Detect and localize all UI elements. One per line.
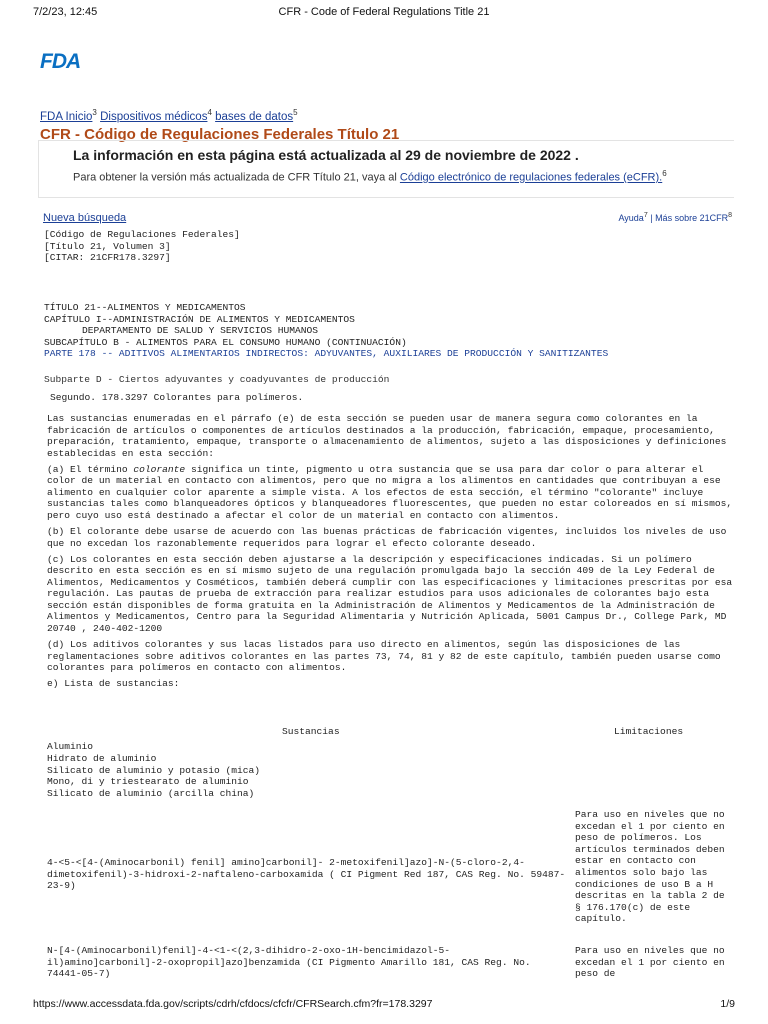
paragraph-a <box>47 464 737 522</box>
help-links <box>618 212 732 223</box>
help-link[interactable]: Ayuda <box>618 213 644 223</box>
new-search-link[interactable]: Nueva búsqueda <box>43 212 127 224</box>
paragraph-c: (c) Los colorantes en esta sección deben ajustarse a la descripción y especificaciones indicadas. Si un polímero descrito en esta sección es en sí mismo sujeto de una regulación promulgada bajo la sección 409 de la Ley Federal de Alimentos, Medicamentos y Cosméticos, también deberá cumplir con las especificaciones y limitaciones prescritas por esa regulación. Las pautas de prueba de extracción para realizar estudios para usos adicionales de colorantes bajo esta sección están disponibles de forma gratuita en la Administración de Alimentos y Medicamentos de la Administración de Alimentos y Medicamentos, Centro para la Seguridad Alimentaria y Nutrición Aplicada, 5001 Campus Dr., College Park, MD 20740 , 240-402-1200 <box>47 553 733 634</box>
fda-logo[interactable]: FDA <box>40 50 81 73</box>
limitation-cell: Para uso en niveles que no excedan el 1 por ciento en peso de <box>575 945 725 980</box>
update-date-text: La información en esta página está actualizada al 29 de noviembre de 2022 . <box>73 147 579 163</box>
hierarchy-department: DEPARTAMENTO DE SALUD Y SERVICIOS HUMANOS <box>82 325 319 337</box>
paragraph-a-text: significa un tinte, pigmento u otra sustancia que se usa para dar color o para alterar el color de un material en contacto con alimentos, pero que no migra a los alimentos en cantidades que contribuyan a ese alimento en cualquier color aparente a simple vista. A los efectos de esta sección, el término "colorante" incluye sustancias tales como blanqueadores ópticos y blanqueadores fluorescentes, que pueden no estar coloreados en sí mismos, pero cuyo uso está destinado a afectar el color de un material en contacto con alimentos. <box>47 463 733 521</box>
hierarchy-part: PARTE 178 -- ADITIVOS ALIMENTARIOS INDIRECTOS: ADYUVANTES, AUXILIARES DE PRODUCCIÓN Y SANITIZANTES <box>44 348 609 360</box>
substance-cell: 4-<5-<[4-(Aminocarbonil) fenil] amino]carbonil]- 2-metoxifenil]azo]-N-(5-cloro-2,4-dimetoxifenil)-3-hidroxi-2-naftaleno-carboxamida ( CI Pigment Red 187, CAS Reg. No. 59487-23-9) <box>47 857 566 892</box>
regulation-hierarchy <box>44 302 608 360</box>
column-substances: Sustancias <box>282 726 340 737</box>
paragraph-e: e) Lista de sustancias: <box>47 678 180 690</box>
more-about-link[interactable]: Más sobre 21CFR <box>655 213 729 223</box>
latest-version-prefix: Para obtener la versión más actualizada de CFR Título 21, vaya al <box>73 171 400 184</box>
limitation-cell: Para uso en niveles que no excedan el 1 por ciento en peso de polímeros. Los artículos terminados deben estar en contacto con alimentos solo bajo las condiciones de uso B a H descritas en la tabla 2 de § 176.170(c) de este capítulo. <box>575 809 725 925</box>
paragraph-d: (d) Los aditivos colorantes y sus lacas listados para uso directo en alimentos, según las disposiciones de las reglamentaciones sobre aditivos colorantes en las partes 73, 74, 81 y 82 de este capítulo, también pueden usarse como colorantes para polímeros en contacto con alimentos. <box>47 639 721 674</box>
print-datetime: 7/2/23, 12:45 <box>33 6 98 18</box>
citation-line: [Código de Regulaciones Federales] <box>44 229 240 240</box>
hierarchy-chapter: CAPÍTULO I--ADMINISTRACIÓN DE ALIMENTOS Y MEDICAMENTOS <box>44 313 355 325</box>
update-notice <box>38 140 734 198</box>
table-row: Hidrato de aluminio <box>47 752 157 764</box>
intro-paragraph: Las sustancias enumeradas en el párrafo (e) de esta sección se pueden usar de manera segura como colorantes en la fabricación de artículos o componentes de artículos destinados a la producción, fabricación, empaque, procesamiento, preparación, tratamiento, empaque, transporte o almacenamiento de alimentos, sujeto a las disposiciones y definiciones establecidas en esta sección: <box>47 413 727 459</box>
help-separator: | <box>647 213 656 223</box>
paragraph-b: (b) El colorante debe usarse de acuerdo con las buenas prácticas de fabricación vigentes, incluidos los niveles de uso que no excedan los razonablemente requeridos para lograr el efecto colorante deseado. <box>47 526 727 549</box>
substances-list <box>47 741 737 800</box>
column-limitations: Limitaciones <box>614 726 684 737</box>
table-row: Mono, di y triestearato de aluminio <box>47 776 249 788</box>
footer-page-number: 1/9 <box>720 998 735 1010</box>
breadcrumb-devices-ref: 4 <box>207 108 212 117</box>
breadcrumb-home-link[interactable]: FDA Inicio <box>40 110 93 123</box>
hierarchy-title: TÍTULO 21--ALIMENTOS Y MEDICAMENTOS <box>44 302 246 313</box>
citation-line: [CITAR: 21CFR178.3297] <box>44 252 171 264</box>
regulation-body <box>47 413 737 695</box>
breadcrumb-databases-ref: 5 <box>293 108 298 117</box>
cfr-title: CFR - Código de Regulaciones Federales Título 21 <box>40 126 400 143</box>
breadcrumb-devices-link[interactable]: Dispositivos médicos <box>100 110 208 123</box>
citation-line: [Título 21, Volumen 3] <box>44 240 171 252</box>
substance-cell: N-[4-(Aminocarbonil)fenil]-4-<1-<(2,3-dihidro-2-oxo-1H-bencimidazol-5-il)amino]carbonil]-2-oxopropil]azo]benzamida (CI Pigmento Amarillo 181, CAS Reg. No. 74441-05-7) <box>47 945 531 980</box>
table-row: Silicato de aluminio y potasio (mica) <box>47 764 261 776</box>
citation-block <box>44 229 240 264</box>
breadcrumb <box>40 108 298 123</box>
table-row: Silicato de aluminio (arcilla china) <box>47 788 255 800</box>
more-about-ref: 8 <box>728 212 732 219</box>
fda-banner <box>36 44 736 118</box>
ecfr-link-ref: 6 <box>662 169 667 178</box>
hierarchy-subchapter: SUBCAPÍTULO B - ALIMENTOS PARA EL CONSUMO HUMANO (CONTINUACIÓN) <box>44 336 407 348</box>
breadcrumb-home-ref: 3 <box>92 108 97 117</box>
section-title: Segundo. 178.3297 Colorantes para polímeros. <box>50 392 304 403</box>
breadcrumb-databases-link[interactable]: bases de datos <box>215 110 294 123</box>
ecfr-link[interactable]: Código electrónico de regulaciones federales (eCFR). <box>399 171 663 184</box>
latest-version-text <box>73 169 667 184</box>
term-colorante: colorante <box>133 463 186 475</box>
footer-url: https://www.accessdata.fda.gov/scripts/cdrh/cfdocs/cfcfr/CFRSearch.cfm?fr=178.3297 <box>33 998 433 1010</box>
print-page-title: CFR - Code of Federal Regulations Title 21 <box>278 6 490 18</box>
subpart-heading: Subparte D - Ciertos adyuvantes y coadyuvantes de producción <box>44 374 390 385</box>
help-ref: 7 <box>643 212 648 219</box>
paragraph-a-prefix: (a) El término <box>47 463 134 475</box>
table-row: Aluminio <box>47 741 94 752</box>
